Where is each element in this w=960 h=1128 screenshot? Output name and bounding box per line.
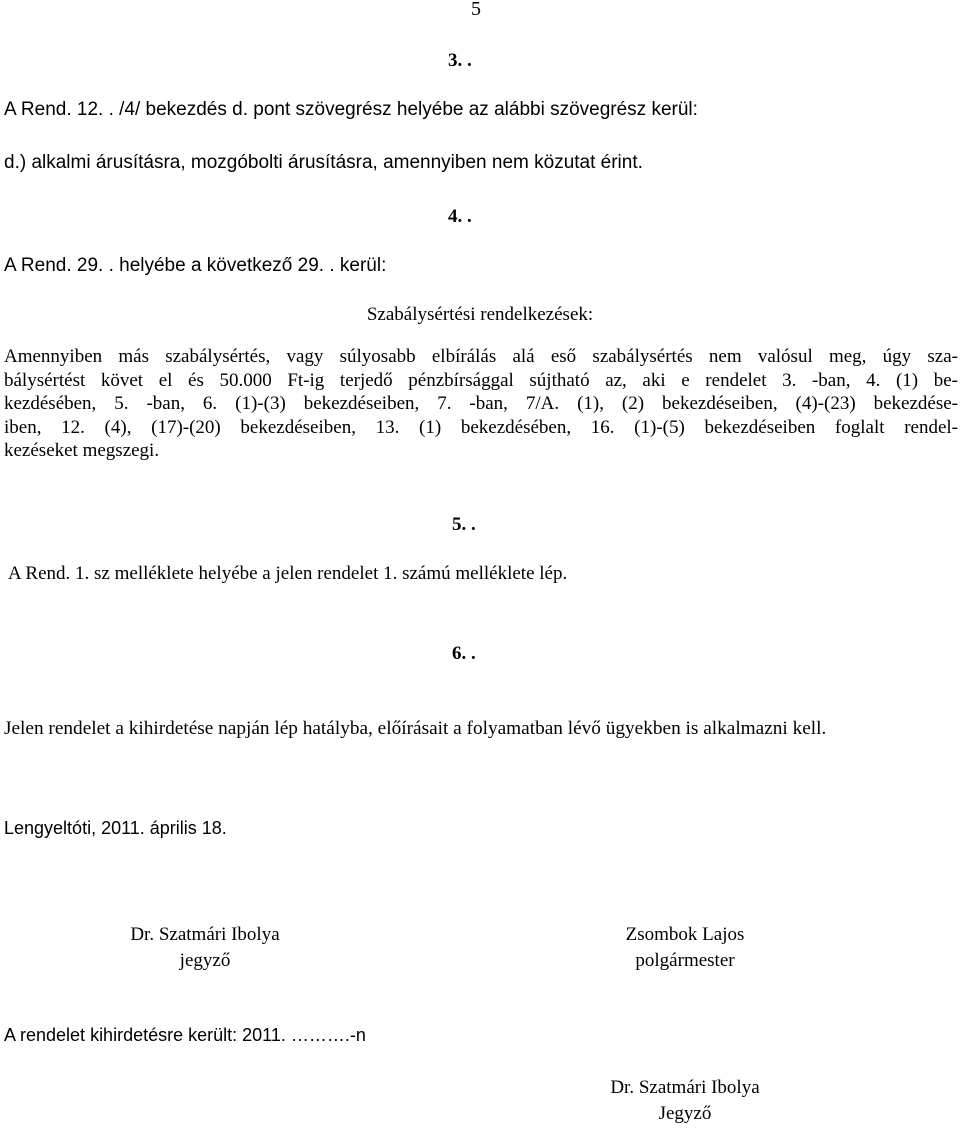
- main-paragraph-line: bálysértést követ el és 50.000 Ft-ig terjedő pénzbírsággal sújtható az, aki e rendelet 3. -ban, 4. (1) be-: [4, 369, 958, 391]
- page-number: 5: [471, 0, 481, 20]
- signature-title: polgármester: [635, 950, 735, 971]
- main-paragraph-line: kezdésében, 5. -ban, 6. (1)-(3) bekezdéseiben, 7. -ban, 7/A. (1), (2) bekezdéseiben, (4)-(23) bekezdése-: [4, 393, 958, 414]
- amendment-paragraph-1: A Rend. 12. . /4/ bekezdés d. pont szövegrész helyébe az alábbi szövegrész kerül:: [4, 99, 698, 120]
- signature-name: Dr. Szatmári Ibolya: [610, 1077, 760, 1098]
- annex-paragraph: A Rend. 1. sz melléklete helyébe a jelen rendelet 1. számú melléklete lép.: [8, 563, 568, 584]
- signature-block-mayor: [580, 922, 790, 974]
- amendment-paragraph-2: d.) alkalmi árusításra, mozgóbolti árusításra, amennyiben nem közutat érint.: [4, 152, 643, 173]
- section-5-title: 5. .: [452, 514, 476, 535]
- section-6-title: 6. .: [452, 643, 476, 664]
- main-paragraph-line: iben, 12. (4), (17)-(20) bekezdéseiben, 13. (1) bekezdésében, 16. (1)-(5) bekezdéseiben foglalt rendel-: [4, 416, 958, 438]
- signature-title: Jegyző: [658, 1103, 712, 1124]
- signature-name: Dr. Szatmári Ibolya: [130, 924, 280, 945]
- effective-date-paragraph: Jelen rendelet a kihirdetése napján lép hatályba, előírásait a folyamatban lévő ügyekben is alkalmazni kell.: [4, 718, 827, 739]
- main-paragraph-line: Amennyiben más szabálysértés, vagy súlyosabb elbírálás alá eső szabálysértés nem valósul meg, úgy sza-: [4, 346, 958, 367]
- section-4-title: 4. .: [448, 206, 472, 227]
- signature-name: Zsombok Lajos: [625, 924, 745, 945]
- main-paragraph-line: kezéseket megszegi.: [4, 440, 160, 461]
- signature-block-notary: [100, 922, 310, 974]
- section-3-title: 3. .: [448, 50, 472, 71]
- amendment-paragraph-3: A Rend. 29. . helyébe a következő 29. . kerül:: [4, 255, 387, 276]
- signature-title: jegyző: [179, 950, 231, 971]
- signature-block-bottom: [580, 1075, 790, 1127]
- promulgation-note: A rendelet kihirdetésre került: 2011. ……….-n: [4, 1025, 366, 1045]
- place-and-date: Lengyeltóti, 2011. április 18.: [4, 818, 227, 838]
- main-paragraph: [4, 345, 958, 463]
- section-heading: Szabálysértési rendelkezések:: [366, 304, 594, 325]
